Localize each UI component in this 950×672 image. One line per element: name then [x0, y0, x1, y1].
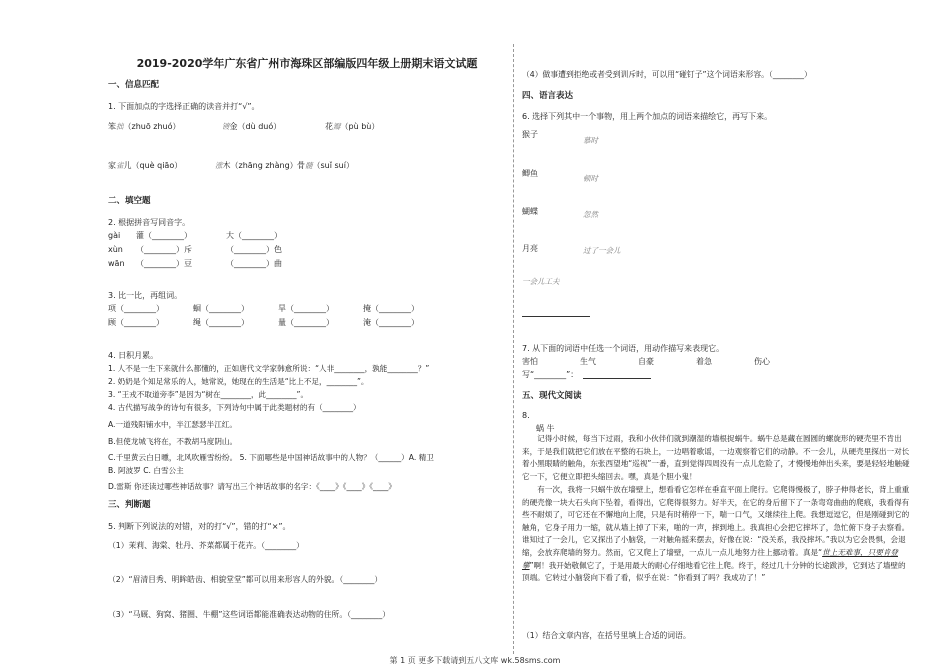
question-8: 8.	[522, 411, 530, 420]
q6-answer-line	[522, 316, 590, 317]
column-divider	[513, 44, 514, 654]
q1-item-4: 家雀儿（què qiāo）	[108, 161, 183, 170]
q4-line-2: 2. 奶奶是个知足常乐的人，她常说，她现在的生活是“比上不足，________”。	[108, 377, 369, 386]
passage-title: 蜗 牛	[536, 424, 555, 433]
q2-row-3: wān （________）豆 （________）曲	[108, 259, 282, 268]
q2-row-1: gài 灌（________） 大（________）	[108, 231, 282, 240]
question-5: 5. 判断下列说法的对错，对的打“√”，错的打“×”。	[108, 522, 291, 531]
question-6: 6. 选择下列其中一个事物，用上两个加点的词语来描绘它，再写下来。	[522, 112, 773, 121]
q6-handwriting-5: 一会儿工夫	[522, 277, 560, 286]
question-4: 4. 日积月累。	[108, 351, 159, 360]
q4-option-c: C.千里黄云白日曛，北风吹雁雪纷纷。 5. 下面哪些是中国神话故事中的人物？（______）A. 精卫	[108, 453, 434, 462]
q7-write-prompt: 写“________”：	[522, 370, 579, 379]
page-footer: 第 1 页 更多下载请到五八文库 wk.58sms.com	[389, 656, 561, 665]
q1-item-6: 骨髓（suǐ suí）	[297, 161, 354, 170]
question-3: 3. 比一比，再组词。	[108, 291, 183, 300]
q1-item-2: 镀金（dù duó）	[222, 122, 282, 131]
q4-option-a: A.一道残阳铺水中，半江瑟瑟半江红。	[108, 420, 237, 429]
q6-handwriting-1: 慕时	[583, 136, 598, 145]
q4-line-3: 3. “王戎不取道旁李”是因为“树在________，此________”。	[108, 390, 309, 399]
q6-label-fish: 鲫鱼	[522, 169, 538, 178]
q5-item-1: （1）茉莉、海棠、牡丹、芥菜都属于花卉。（________）	[108, 541, 304, 550]
q4-option-b: B.但使龙城飞将在，不教胡马度阴山。	[108, 437, 238, 446]
section-heading-5: 五、现代文阅读	[522, 391, 582, 401]
question-7: 7. 从下面的词语中任选一个词语，用动作描写来表现它。	[522, 344, 725, 353]
q5-item-4: （4）做事遭到拒绝或者受到训斥时，可以用“碰钉子”这个词语来形容。（________）	[522, 70, 812, 79]
q1-item-3: 花瓣（pù bù）	[325, 122, 380, 131]
q6-handwriting-3: 忽然	[583, 210, 598, 219]
q6-handwriting-2: 顿时	[583, 174, 598, 183]
section-heading-3: 三、判断题	[108, 500, 151, 510]
page-title: 2019-2020学年广东省广州市海珠区部编版四年级上册期末语文试题	[136, 57, 478, 70]
q3-row-1: 项（________） 蛔（________） 旱（________） 掩（________）	[108, 304, 419, 313]
q6-handwriting-4: 过了一会儿	[583, 246, 621, 255]
q4-line-4: 4. 古代描写战争的诗句有很多，下列诗句中属于此类题材的有（________）	[108, 403, 361, 412]
q5-options: B. 阿波罗 C. 白雪公主	[108, 466, 184, 475]
q5-item-2: （2）“眉清目秀、明眸皓齿、相貌堂堂”都可以用来形容人的外貌。（________）	[108, 575, 383, 584]
question-1: 1. 下面加点的字选择正确的读音并打“√”。	[108, 102, 260, 111]
passage-paragraph-1: 记得小时候，每当下过雨，我和小伙伴们就到潮湿的墙根捉蜗牛。蜗牛总是藏在圆圆的螺旋形的硬壳里不肯出来，于是我们就把它们放在平整的石块上，一边唱着歌谣，一边观察着它们的动静。不一会儿，从硬壳里探出一对长着小黑眼睛的触角，东张西望地“巡视”一番，直到觉得四周没有一点儿危险了，才慢慢地伸出头来，要是轻轻地触碰它一下，它便立即把头缩回去。嘿，真是个胆小鬼！	[522, 434, 910, 481]
passage-paragraph-2: 有一次，我将一只蜗牛放在墙壁上，想看看它怎样在垂直平面上爬行。它爬得慢极了，脖子伸得老长，背上重重的硬壳像一块大石头向下坠着，看得出，它爬得很努力。好半天，在它的身后留下了一条弯弯曲曲的爬痕，我看得有些不耐烦了，可它还在不懈地向上爬，只是有时稍停一下，喘一口气，又继续往上爬。我想逗逗它，但是刚碰到它的触角，它身子用力一缩，就从墙上掉了下来，啪的一声，摔到地上。我真担心会把它摔坏了，急忙俯下身子去察看。谁知过了一会儿，它又探出了小脑袋，一对触角摇来摆去，好像在说：“没关系，我没摔坏。”我以为它会畏惧，会退缩，会放弃爬墙的努力。然而，它又爬上了墙壁，一点儿一点儿地努力往上挪动着。真是“世上无难事，只要肯登攀”啊！我开始敬佩它了，于是用最大的耐心仔细地看它往上爬。终于，经过几十分钟的长途跋涉，它到达了墙壁的顶端。它转过小脑袋向下看了看，似乎在说：“你看到了吗？我成功了！”	[522, 485, 910, 583]
q4-line-1: 1. 人不是一生下来就什么都懂的，正如唐代文学家韩愈所说：“人非________，孰能________？”	[108, 364, 430, 373]
q7-word-list: 害怕 生气 自豪 着急 伤心	[522, 357, 770, 366]
q3-row-2: 顾（________） 绳（________） 量（________） 淹（________）	[108, 318, 419, 327]
passage-underlined-phrase: 世上无难事，只要肯登攀	[522, 547, 899, 570]
question-2: 2. 根据拼音写同音字。	[108, 218, 191, 227]
q1-item-1: 笨拙（zhuō zhuó）	[108, 122, 181, 131]
section-heading-1: 一、信息匹配	[108, 80, 160, 90]
q6-label-monkey: 猴子	[522, 130, 538, 139]
q8-sub-1: （1）结合文章内容，在括号里填上合适的词语。	[522, 631, 691, 640]
q5-item-3: （3）“马厩、狗窝、猪圈、牛棚”这些词语都能准确表达动物的住所。（________）	[108, 610, 391, 619]
q4-option-d: D.雷斯 你还读过哪些神话故事？请写出三个神话故事的名字：《____》《____》《____》	[108, 482, 396, 491]
q1-item-5: 涨木（zhāng zhàng）	[215, 161, 298, 170]
q6-label-moon: 月亮	[522, 244, 538, 253]
q6-label-butterfly: 蝴蝶	[522, 207, 538, 216]
q2-row-2: xùn （________）斥 （________）色	[108, 245, 282, 254]
section-heading-4: 四、语言表达	[522, 91, 574, 101]
q7-answer-line	[583, 378, 651, 379]
section-heading-2: 二、填空题	[108, 196, 151, 206]
